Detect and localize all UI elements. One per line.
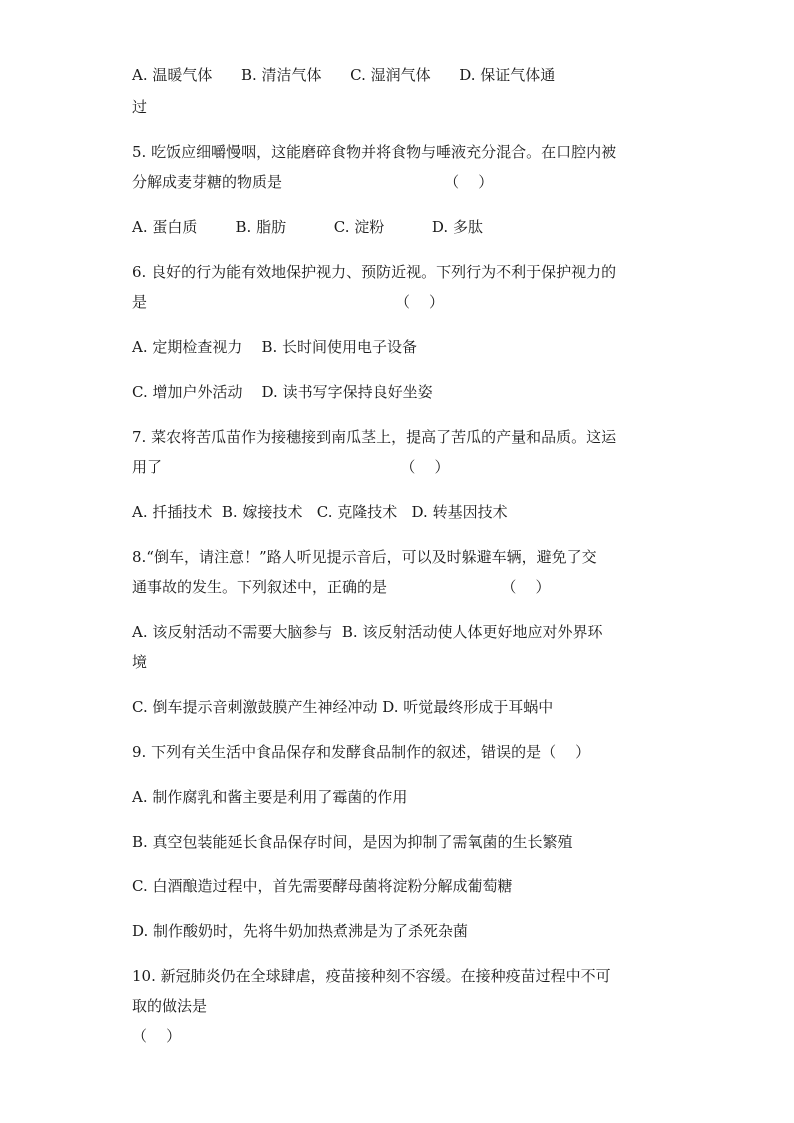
- q8-stem-line-1: 8.“倒车，请注意！”路人听见提示音后，可以及时躲避车辆，避免了交: [132, 548, 597, 566]
- q9-option-d: D. 制作酸奶时，先将牛奶加热煮沸是为了杀死杂菌: [132, 922, 469, 940]
- q5-stem-line-1: 5. 吃饭应细嚼慢咽，这能磨碎食物并将食物与唾液充分混合。在口腔内被: [132, 143, 617, 161]
- q8-options-cd: C. 倒车提示音刺激鼓膜产生神经冲动 D. 听觉最终形成于耳蜗中: [132, 698, 554, 716]
- q10-stem-line-1: 10. 新冠肺炎仍在全球肆虐，疫苗接种刻不容缓。在接种疫苗过程中不可: [132, 967, 611, 985]
- q4-options-line: A. 温暖气体 B. 清洁气体 C. 湿润气体 D. 保证气体通: [132, 66, 556, 84]
- q9-stem: 9. 下列有关生活中食品保存和发酵食品制作的叙述，错误的是（ ）: [132, 743, 591, 761]
- q9-option-a: A. 制作腐乳和酱主要是利用了霉菌的作用: [132, 788, 408, 806]
- q7-stem-line-2: 用了 （ ）: [132, 458, 450, 476]
- q9-option-b: B. 真空包装能延长食品保存时间，是因为抑制了需氧菌的生长繁殖: [132, 833, 573, 851]
- q8-options-ab: A. 该反射活动不需要大脑参与 B. 该反射活动使人体更好地应对外界环: [132, 623, 603, 641]
- q6-stem-line-2: 是 （ ）: [132, 293, 445, 311]
- q7-stem-line-1: 7. 菜农将苦瓜苗作为接穗接到南瓜茎上，提高了苦瓜的产量和品质。这运: [132, 428, 617, 446]
- q10-stem-line-2: 取的做法是: [132, 997, 208, 1015]
- q7-options: A. 扦插技术 B. 嫁接技术 C. 克隆技术 D. 转基因技术: [132, 503, 508, 521]
- q6-stem-line-1: 6. 良好的行为能有效地保护视力、预防近视。下列行为不利于保护视力的: [132, 263, 617, 281]
- q9-option-c: C. 白酒酿造过程中，首先需要酵母菌将淀粉分解成葡萄糖: [132, 877, 513, 895]
- q10-answer-bracket: （ ）: [132, 1027, 182, 1045]
- q8-options-ab-wrap: 境: [132, 653, 148, 671]
- q5-stem-line-2: 分解成麦芽糖的物质是 （ ）: [132, 173, 494, 191]
- q8-stem-line-2: 通事故的发生。下列叙述中，正确的是 （ ）: [132, 578, 551, 596]
- q5-options: A. 蛋白质 B. 脂肪 C. 淀粉 D. 多肽: [132, 218, 483, 236]
- q6-options-cd: C. 增加户外活动 D. 读书写字保持良好坐姿: [132, 383, 433, 401]
- q4-options-wrap: 过: [132, 98, 148, 116]
- q6-options-ab: A. 定期检查视力 B. 长时间使用电子设备: [132, 338, 418, 356]
